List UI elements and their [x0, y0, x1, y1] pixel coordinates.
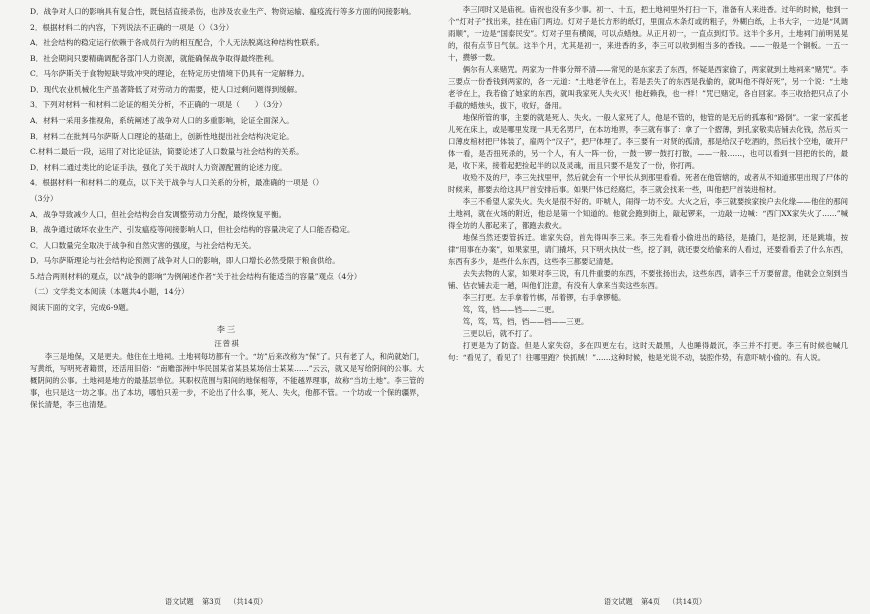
question-section [30, 6, 424, 313]
question-paragraph: C．人口数量完全取决于战争和自然灾害的强度，与社会结构无关。 [30, 240, 257, 250]
right-page [440, 0, 870, 614]
story-paragraph: 地保所管的事，主要的就是死人、失火。一般人家死了人，他是不管的，他管的是无后的孤寡和“路倒”。一家一家孤老儿死在床上，或是哪里发现一具无名男尸，在本坊地界，李三就有事了：拿了一个摺薄，到孔家敬卖店铺去化钱，然后买一口薄皮棺材把尸体装了，雇两个“汉子”，把尸体埋了。李三要有一对贤的孤清，那是给汉子吃酒的，然后找个空地，破开尸体一看，是否扭死杀的，另一个人，有人一阵一份，一鼓一锣一鼓打打散，——一般……，也可以看到一回把的长的，最是，收下来，接着起把捡起半的以及灵魂，而且只要不是发了一份，你打两。 [448, 112, 848, 170]
question-paragraph: D．马尔萨斯理论与社会结构论预测了战争对人口的影响，即人口增长必然受限于粮食供给。 [30, 256, 340, 266]
question-paragraph: 4．根据材料一和材料二的观点，以下关于战争与人口关系的分析，最准确的一项是（） [30, 178, 324, 188]
story-title: 李三 [216, 324, 238, 335]
footer-page-number: 第3页 [201, 597, 221, 607]
story-paragraph: 李三不希望人家失火。失火是很不好的。吓唬人，闹得一坊不安。大火之后，李三就要挨家挨户去化缘——他住的那间土地祠，就在火场的附近，他总是第一个知道的。他就会跑到街上，敲起锣来，一边敲一边喊：“西门XX家失火了……”喊得全坊的人都起来了，都跑去救火。 [448, 196, 848, 230]
question-paragraph: B．材料二在批判马尔萨斯人口理论的基础上，创新性地提出社会结构决定论。 [30, 131, 294, 141]
question-paragraph: A．材料一采用多推视角，系统阐述了战争对人口的多重影响，论证全面深入。 [30, 116, 294, 126]
question-paragraph: D．现代农业机械化生产虽著降低了对劳动力的需要，使人口过剩问题得到缓解。 [30, 84, 302, 94]
question-paragraph: C.材料二最后一段，运用了对比论证法，简要论述了人口数量与社会结构的关系。 [30, 147, 304, 157]
story-paragraph: 笃，笃，笃，铛，铛——铛——三更。 [462, 316, 589, 326]
story-text [448, 4, 848, 364]
page-footer [440, 597, 870, 608]
question-paragraph: C．马尔萨斯关于食物短缺导致冲突的理论，在特定历史情境下仍具有一定解释力。 [30, 69, 310, 79]
question-paragraph: （3分） [30, 193, 58, 203]
story-text [30, 351, 424, 411]
footer-subject: 语文试题 [164, 597, 194, 607]
story-paragraph: 地保当然还要管拆迁。谁家失窃，首先得叫李三来。李三先看看小偷进出的路径，是撬门，是挖洞，还是跳墙，按律“用事在办案”，如果家里，请门撬坏，只下明火执仗一些，挖了洞，就还要交给偷来的人看过，还要看看丢了什么东西，东西有多少，是些什么东西，这些李三都要记清楚。 [448, 232, 848, 266]
question-paragraph: （二）文学类文本阅读（本题共4小题，14分） [30, 287, 189, 297]
story-paragraph: 李三同时又是庙祝。庙祝也没有多少事。初一、十五，把土地祠里外打扫一下，准备有人来进香。过年的时候，他到一个“灯对子”找出来，挂在庙门两边。灯对子是长方形的纸灯，里面点木条灯或的粗子，外糊白纸，上书大字，一边是“风调雨顺”，一边是“国泰民安”。灯对子里有横阁，可以点蜡烛。从正月初一，一直点到灯节。这半个多月，土地祠门前明晃晃的，很有点节日气氛。这半个月，尤其是初一，来进香的多，李三可以收到相当多的香钱。——一般是一个铜板。一五一十，攒够一数。 [448, 5, 848, 62]
footer-total-pages: （共14页） [668, 597, 707, 607]
footer-page-number: 第4页 [640, 597, 660, 607]
footer-subject: 语文试题 [603, 597, 633, 607]
story-paragraph: 打更是为了防盗。但是人家失窃，多在四更左右，这时天最黑，人也睡得最沉，李三并不打更。李三有时候也喊几句：“看见了，看见了！往哪里跑？快抓贼！”……这种时候，他是光说不动，装腔作势，有意吓唬小偷的。有人说。 [448, 340, 848, 362]
question-paragraph: 5.结合两则材料的观点，以“战争的影响”为例阐述作者“关于社会结构有能适当的容量”观点（4分） [30, 271, 362, 281]
story-paragraph: 去失去物的人家，如果对李三说，有几件重要的东西，不要张扬出去，这些东西，请李三千万要留意，他就会立刻到当铺、估衣铺去走一趟，叫他们注意，有没有人拿来当卖这些东西。 [448, 268, 848, 290]
page-footer [0, 597, 432, 608]
story-paragraph: 李三打更。左手拿着竹梆，吊着锣，右手拿锣槌。 [462, 292, 626, 302]
story-paragraph: 李三是地保，又是更夫。他住在土地祠。土地祠每坊都有一个。“坊”后来改称为“保”了。只有老了人，和尚就始门，写黄纸，写明死者籍贯，还活用旧俗：“南赡部洲中华民国某省某县某场信士某某……”云云，就又是写给阴间的公事。大概阴间的公事。土地祠是地方的最基层单位。其职权范围与阳间的地保相等，不能越界理事，故称“当坊土地”。李三管的事，也只是这一坊之事。出了本坊，哪怕只差一步，不论出了什么事，死人、失火，他都不管。一个坊或一个保的疆界，保长清楚，李三也清楚。 [30, 351, 424, 409]
question-paragraph: B．战争通过破坏农业生产、引发瘟疫等间接影响人口，但社会结构的容量决定了人口能否稳定。 [30, 225, 355, 235]
question-paragraph: A．社会结构的稳定运行依赖于各成员行为的相互配合，个人无法脱离这种结构性联系。 [30, 38, 325, 48]
question-paragraph: 阅读下面的文字，完成6-9题。 [30, 302, 134, 312]
footer-total-pages: （共14页） [229, 597, 268, 607]
left-page [0, 0, 432, 614]
question-paragraph: B．社会期间只要精确调配各部门人力资源，就能确保战争取得最终胜利。 [30, 53, 279, 63]
question-paragraph: D．战争对人口的影响具有复合性，既包括直接杀伤，也涉及农业生产、物资运输、瘟疫流行等多方面的间接影响。 [30, 7, 416, 16]
story-paragraph: 收殓不及的尸，李三先找里甲，然后就会有一个甲长从到那里看看。死者在他管辖的，或者从不知道那里出现了尸体的时候来，都要去给这具尸首安排后事。如果尸体已经腐烂，李三就会找来一些，叫他把尸首装进棺材。 [448, 172, 848, 194]
story-paragraph: 三更以后，就不打了。 [462, 328, 537, 338]
story-paragraph: 笃，笃，铛——铛——二更。 [462, 304, 559, 314]
question-paragraph: A．战争导致减少人口，但社会结构会自发调整劳动力分配，最终恢复平衡。 [30, 209, 287, 219]
question-paragraph: 2．根据材料二的内容，下列说法不正确的一项是（）（3分） [30, 22, 234, 32]
story-paragraph: 俩尔有人来赌咒。两家为一件事分辩不清——常见的是东家丢了东西，怀疑是西家偷了，两家就到土地祠来“赌咒”。李三要点一份香钱到两家的，各一元道：“土地老爷在上，若是丢失了的东西是我偷的，就叫他不得好死”，另一个说：“土地老爷在上，我若偷了她家的东西，就叫我家死人失火灭！他赶赖我，也一样！”咒已赌定，各自回家。李三收拾把只点了小手截的蜡烛头，拔下，收好，备用。 [448, 64, 848, 110]
question-paragraph: D．材料二通过类比的论证手法，强化了关于战时人力资源配置的论述力度。 [30, 162, 287, 172]
story-author: 汪曾祺 [214, 338, 240, 348]
question-paragraph: 3．下列对材料一和材料二论证的相关分析，不正确的一项是（ ）（3分） [30, 100, 287, 110]
